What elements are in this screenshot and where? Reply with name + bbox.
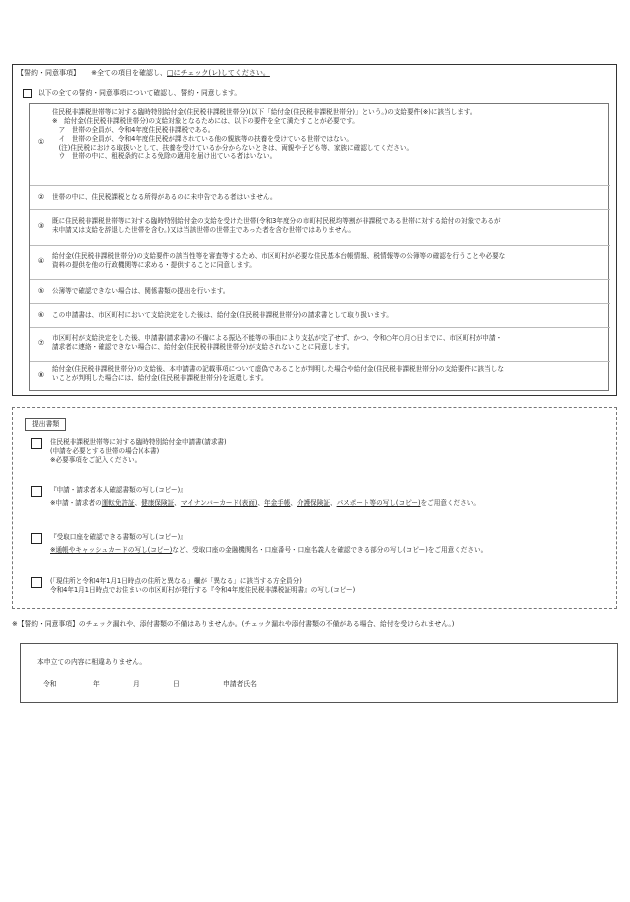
pledge-item-text: ウ 世帯の中に、租税条約による免除の適用を届け出ている者はいない。 bbox=[52, 152, 277, 161]
document-note: ※申請・請求者の運転免許証、健康保険証、マイナンバーカード(表面)、年金手帳、介護保険証、パスポート等の写し(コピー)をご用意ください。 bbox=[50, 498, 480, 507]
month-label: 月 bbox=[133, 680, 140, 688]
pledge-item-5 bbox=[30, 280, 610, 304]
era-label: 令和 bbox=[43, 680, 57, 688]
pledge-item-4 bbox=[30, 246, 610, 280]
pledge-item-number: ⑧ bbox=[37, 371, 45, 379]
declaration-section bbox=[20, 643, 618, 703]
document-item-bank-account[interactable] bbox=[31, 533, 487, 555]
pledge-item-text: 給付金(住民税非課税世帯分)の支給後、本申請書の記載事項について虚偽であることが判明した場合や給付金(住民税非課税世帯分)の支給要件に該当しな bbox=[52, 365, 504, 373]
pledge-item-number: ② bbox=[37, 193, 45, 201]
submission-documents-section bbox=[12, 407, 617, 609]
agree-all-checkbox[interactable] bbox=[23, 89, 32, 98]
pledge-item-text: 市区町村が支給決定をした後、申請書(請求書)の不備による振込不能等の事由により支払が完了せず、かつ、令和○年○月○日までに、市区町村が申請・ bbox=[52, 334, 503, 342]
agree-all-row[interactable] bbox=[23, 89, 241, 98]
pledge-consent-section bbox=[12, 64, 617, 396]
pledge-instruction: ※全ての項目を確認し、 bbox=[91, 69, 168, 77]
pledge-item-text: いことが判明した場合には、給付金(住民税非課税世帯分)を返還します。 bbox=[52, 373, 268, 382]
pledge-instruction-check: □にチェック(レ)してください。 bbox=[167, 69, 270, 77]
pledge-item-1 bbox=[30, 104, 610, 186]
pledge-item-6 bbox=[30, 304, 610, 328]
pledge-item-text: 給付金(住民税非課税世帯分)の支給要件の該当性等を審査等するため、市区町村が必要な住民基本台帳情報、税情報等の公簿等の確認を行うことや必要な bbox=[52, 252, 506, 260]
declaration-statement: 本申立ての内容に相違ありません。 bbox=[37, 658, 147, 666]
document-note: 令和4年1月1日時点でお住まいの市区町村が発行する『令和4年度住民税非課税証明書』の写し(コピー) bbox=[50, 585, 356, 594]
pledge-item-number: ⑥ bbox=[37, 311, 45, 319]
pledge-item-text: 住民税非課税世帯等に対する臨時特別給付金(住民税非課税世帯分)(以下「給付金(住民税非課税世帯分)」という。)の支給要件(※)に該当します。 bbox=[52, 108, 477, 116]
pledge-item-8 bbox=[30, 362, 610, 392]
document-checkbox-application[interactable] bbox=[31, 438, 42, 449]
pledge-item-text: 世帯の中に、住民税課税となる所得があるのに未申告である者はいません。 bbox=[52, 193, 277, 201]
pledge-item-number: ⑦ bbox=[37, 339, 45, 347]
applicant-name-label: 申請者氏名 bbox=[223, 680, 257, 688]
submission-documents-label: 提出書類 bbox=[25, 418, 66, 431]
pledge-item-number: ③ bbox=[37, 222, 45, 230]
pledge-item-text: 未申請又は支給を辞退した世帯を含む。)又は当該世帯の世帯主であった者を含む世帯ではありません。 bbox=[52, 225, 355, 234]
pledge-item-text: 公簿等で確認できない場合は、関係書類の提出を行います。 bbox=[52, 287, 230, 295]
pledge-item-text: 請求者に連絡・確認できない場合に、給付金(住民税非課税世帯分)が支給されないことに同意します。 bbox=[52, 342, 354, 351]
document-title: (「現住所と令和4年1月1日時点の住所と異なる」欄が「異なる」に該当する方全員分) bbox=[50, 577, 302, 585]
pledge-header bbox=[17, 69, 270, 78]
check-reminder-note: ※【誓約・同意事項】のチェック漏れや、添付書類の不備はありませんか。(チェック漏れや添付書類の不備がある場合、給付を受けられません。) bbox=[12, 620, 455, 628]
pledge-item-number: ⑤ bbox=[37, 287, 45, 295]
pledge-item-text: 既に住民税非課税世帯等に対する臨時特別給付金の支給を受けた世帯(令和3年度分の市町村民税均等割が非課税である世帯に対する給付の対象であるが bbox=[52, 217, 501, 225]
pledge-item-3 bbox=[30, 210, 610, 246]
document-title: 『申請・請求者本人確認書類の写し(コピー)』 bbox=[50, 486, 187, 494]
document-subtitle: (申請を必要とする世帯の場合)(本書) bbox=[50, 446, 160, 455]
pledge-item-text: (注)住民税における取扱いとして、扶養を受けているか分からないときは、両親や子ども等、家族に確認してください。 bbox=[52, 143, 414, 152]
pledge-item-text: この申請書は、市区町村において支給決定をした後は、給付金(住民税非課税世帯分)の請求書として取り扱います。 bbox=[52, 311, 393, 319]
pledge-item-text: ※ 給付金(住民税非課税世帯分)の支給対象となるためには、以下の要件を全て満たすことが必要です。 bbox=[52, 116, 359, 125]
document-note: ※通帳やキャッシュカードの写し(コピー)など、受取口座の金融機関名・口座番号・口座名義人を確認できる部分の写し(コピー)をご用意ください。 bbox=[50, 545, 488, 554]
pledge-item-2 bbox=[30, 186, 610, 210]
document-checkbox-tax-certificate[interactable] bbox=[31, 577, 42, 588]
agree-all-label: 以下の全ての誓約・同意事項について確認し、誓約・同意します。 bbox=[38, 89, 242, 97]
pledge-item-number: ④ bbox=[37, 257, 45, 265]
document-checkbox-identity[interactable] bbox=[31, 486, 42, 497]
pledge-item-number: ① bbox=[37, 138, 45, 146]
pledge-items-box bbox=[29, 103, 609, 391]
day-label: 日 bbox=[173, 680, 180, 688]
document-item-identity[interactable] bbox=[31, 486, 480, 508]
document-item-tax-certificate[interactable] bbox=[31, 577, 355, 595]
document-title: 住民税非課税世帯等に対する臨時特別給付金申請書(請求書) bbox=[50, 438, 227, 446]
declaration-date-row bbox=[43, 680, 257, 689]
document-checkbox-bank-account[interactable] bbox=[31, 533, 42, 544]
document-note: ※必要事項をご記入ください。 bbox=[50, 455, 142, 464]
pledge-item-7 bbox=[30, 328, 610, 362]
pledge-title: 【誓約・同意事項】 bbox=[17, 69, 80, 77]
pledge-item-text: ア 世帯の全員が、令和4年度住民税非課税である。 bbox=[52, 125, 215, 134]
pledge-item-text: イ 世帯の全員が、令和4年度住民税が課されている他の親族等の扶養を受けている世帯ではない。 bbox=[52, 134, 353, 143]
document-title: 『受取口座を確認できる書類の写し(コピー)』 bbox=[50, 533, 187, 541]
pledge-item-text: 資料の提供を他の行政機関等に求める・提供することに同意します。 bbox=[52, 260, 256, 269]
document-item-application[interactable] bbox=[31, 438, 227, 465]
year-label: 年 bbox=[93, 680, 100, 688]
